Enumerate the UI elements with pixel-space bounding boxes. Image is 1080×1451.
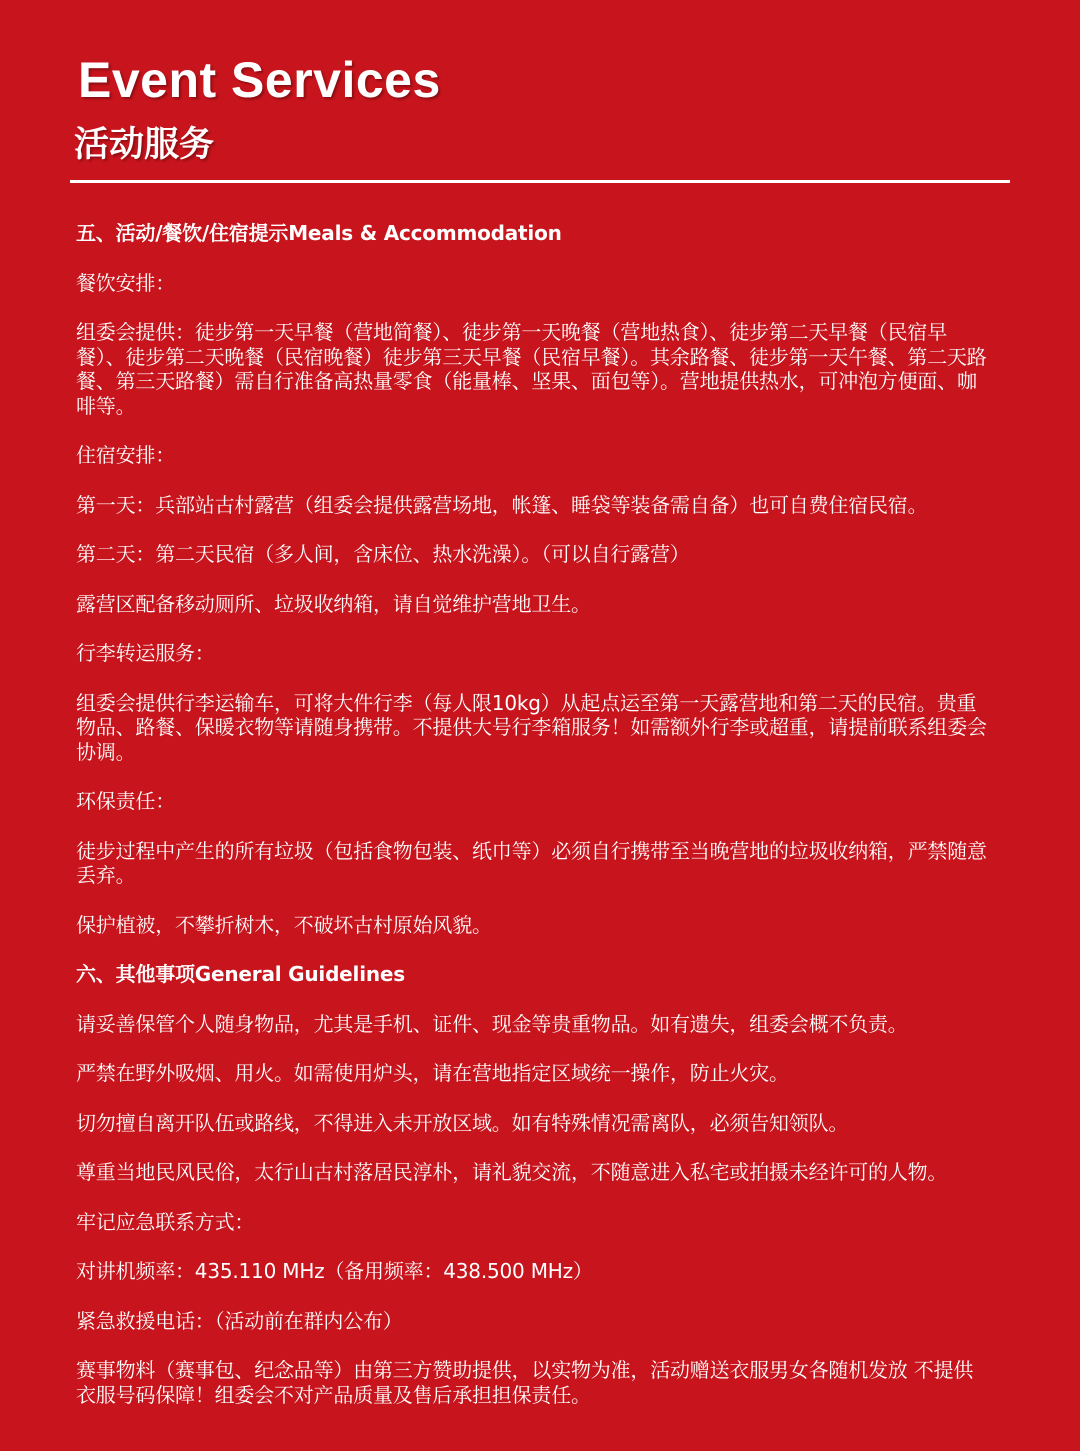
section-heading-general-guidelines: 六、其他事项General Guidelines (76, 962, 405, 986)
environment-label: 环保责任： (76, 789, 175, 813)
page-title-english: Event Services (78, 52, 441, 108)
lodging-day2: 第二天：第二天民宿（多人间，含床位、热水洗澡）。（可以自行露营） (76, 542, 690, 566)
emergency-contact-label: 牢记应急联系方式： (76, 1209, 255, 1234)
environment-paragraph-2: 保护植被，不攀折树木，不破坏古村原始风貌。 (76, 912, 492, 937)
page-title-chinese: 活动服务 (74, 125, 215, 165)
lodging-label: 住宿安排： (76, 443, 175, 467)
radio-frequency: 对讲机频率：435.110 MHz（备用频率：438.500 MHz） (76, 1259, 593, 1283)
guideline-fire: 严禁在野外吸烟、用火。如需使用炉头，请在营地指定区域统一操作，防止火灾。 (76, 1061, 789, 1085)
environment-paragraph-1: 徒步过程中产生的所有垃圾（包括食物包装、纸巾等）必须自行携带至当晚营地的垃圾收纳箱，严禁随意丢弃。 (76, 838, 987, 887)
luggage-paragraph: 组委会提供行李运输车，可将大件行李（每人限10kg）从起点运至第一天露营地和第二天的民宿。贵重物品、路餐、保暖衣物等请随身携带。不提供大号行李箱服务！如需额外行李或超重，请提前联系组委会协调。 (76, 690, 987, 764)
meals-paragraph: 组委会提供：徒步第一天早餐（营地简餐）、徒步第一天晚餐（营地热食）、徒步第二天早餐（民宿早餐）、徒步第二天晚餐（民宿晚餐）徒步第三天早餐（民宿早餐）。其余路餐、徒步第一天午餐、第二天路餐、第三天路餐）需自行准备高热量零食（能量棒、坚果、面包等）。营地提供热水，可冲泡方便面、咖啡等。 (76, 320, 987, 418)
luggage-label: 行李转运服务： (76, 641, 215, 665)
content-body (76, 221, 991, 1407)
camp-facilities: 露营区配备移动厕所、垃圾收纳箱，请自觉维护营地卫生。 (76, 591, 591, 616)
meals-label: 餐饮安排： (76, 270, 175, 295)
guideline-local-customs: 尊重当地民风民俗，太行山古村落居民淳朴，请礼貌交流，不随意进入私宅或拍摄未经许可的人物。 (76, 1160, 948, 1184)
section-heading-meals-accommodation: 五、活动/餐饮/住宿提示Meals & Accommodation (76, 221, 562, 245)
rescue-phone: 紧急救援电话：（活动前在群内公布） (76, 1308, 403, 1333)
merchandise-note: 赛事物料（赛事包、纪念品等）由第三方赞助提供，以实物为准，活动赠送衣服男女各随机发放 不提供衣服号码保障！组委会不对产品质量及售后承担担保责任。 (76, 1358, 974, 1407)
guideline-route: 切勿擅自离开队伍或路线，不得进入未开放区域。如有特殊情况需离队，必须告知领队。 (76, 1110, 849, 1135)
title-divider (70, 180, 1010, 183)
lodging-day1: 第一天：兵部站古村露营（组委会提供露营场地，帐篷、睡袋等装备需自备）也可自费住宿民宿。 (76, 492, 928, 517)
guideline-belongings: 请妥善保管个人随身物品，尤其是手机、证件、现金等贵重物品。如有遗失，组委会概不负责。 (76, 1011, 908, 1036)
